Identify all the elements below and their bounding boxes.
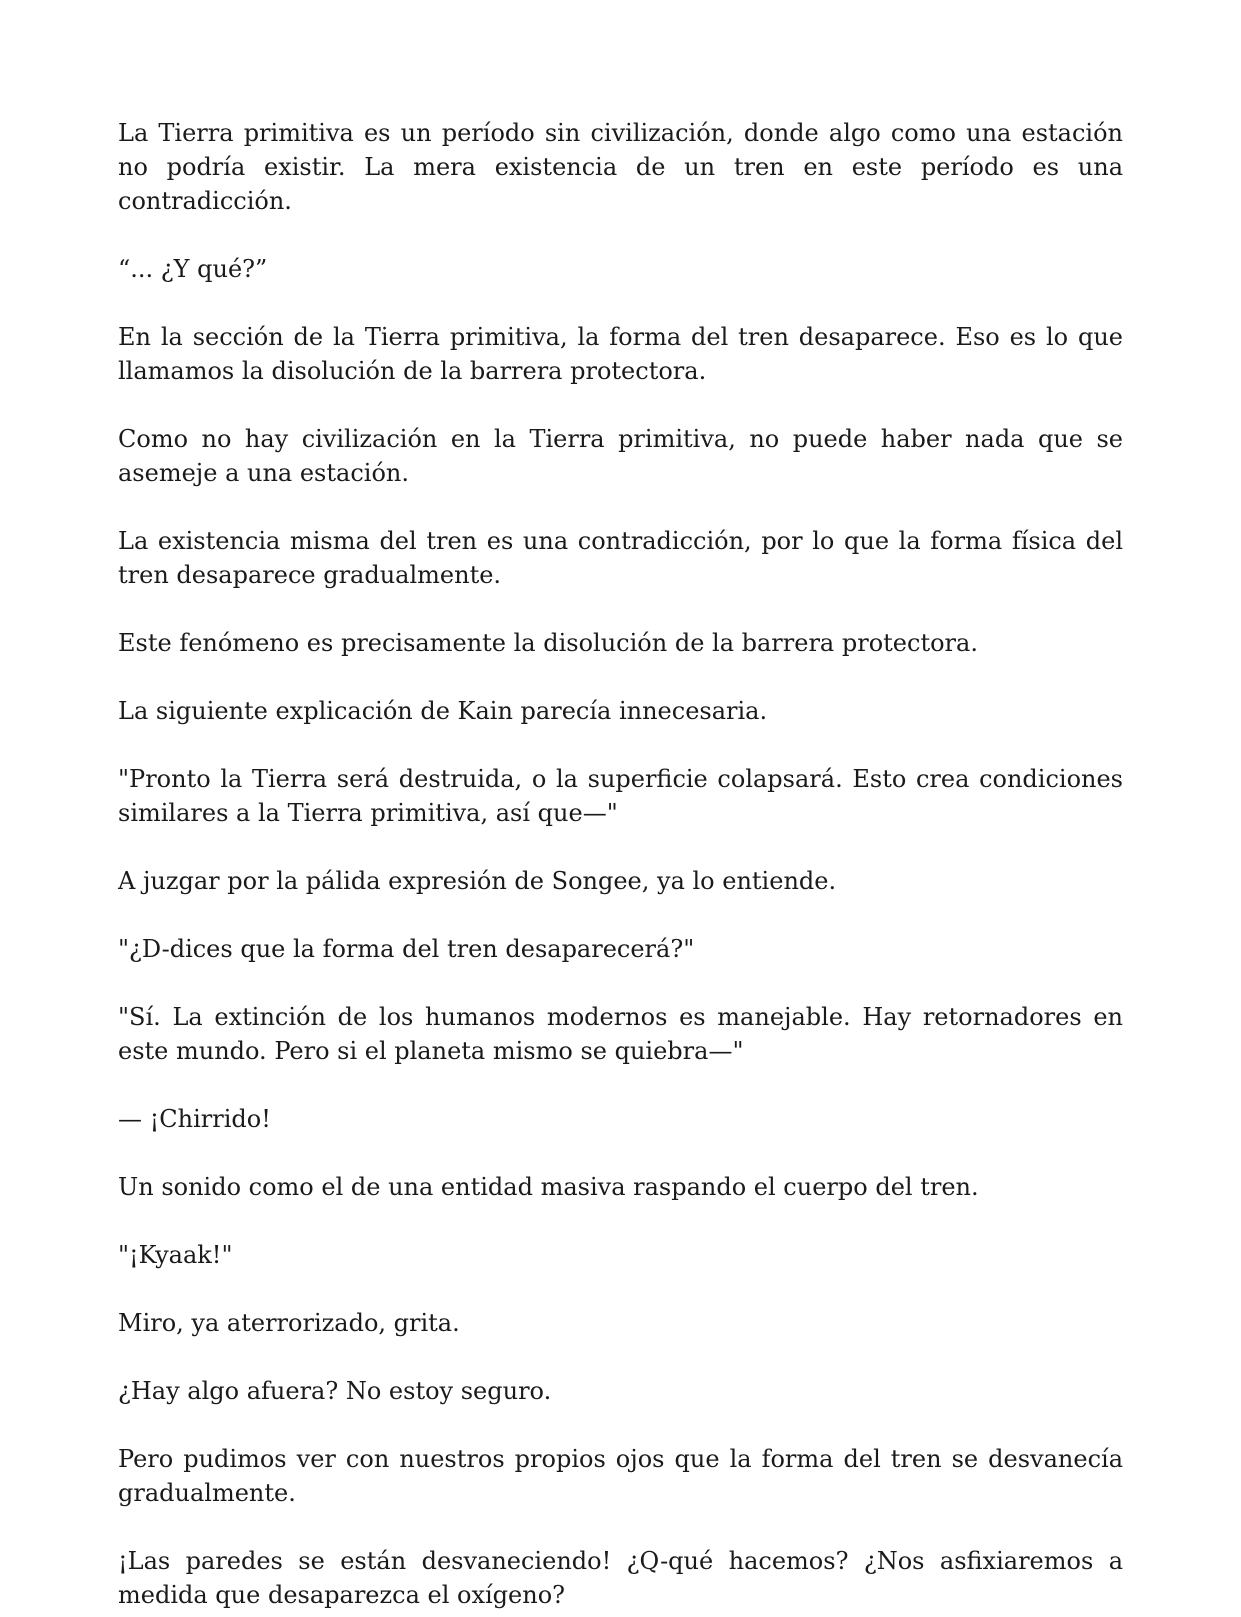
paragraph: En la sección de la Tierra primitiva, la forma del tren desaparece. Eso es lo que llamamos la disolución de la barrera protectora. xyxy=(118,323,1123,385)
paragraph: "¿D-dices que la forma del tren desaparecerá?" xyxy=(118,935,695,963)
paragraph: Como no hay civilización en la Tierra primitiva, no puede haber nada que se asemeje a una estación. xyxy=(118,425,1123,487)
paragraph: “... ¿Y qué?” xyxy=(118,255,268,283)
paragraph: "Sí. La extinción de los humanos modernos es manejable. Hay retornadores en este mundo. Pero si el planeta mismo se quiebra—" xyxy=(118,1003,1123,1065)
paragraph: A juzgar por la pálida expresión de Songee, ya lo entiende. xyxy=(118,867,837,895)
paragraph: "Pronto la Tierra será destruida, o la superficie colapsará. Esto crea condiciones similares a la Tierra primitiva, así que—" xyxy=(118,765,1123,827)
paragraph: Un sonido como el de una entidad masiva raspando el cuerpo del tren. xyxy=(118,1173,979,1201)
body-text xyxy=(118,116,1123,1617)
paragraph: "¡Kyaak!" xyxy=(118,1241,233,1269)
paragraph: ¿Hay algo afuera? No estoy seguro. xyxy=(118,1377,552,1405)
paragraph: Este fenómeno es precisamente la disolución de la barrera protectora. xyxy=(118,629,978,657)
paragraph: — ¡Chirrido! xyxy=(118,1105,271,1133)
paragraph: La Tierra primitiva es un período sin civilización, donde algo como una estación no podría existir. La mera existencia de un tren en este período es una contradicción. xyxy=(118,119,1123,215)
paragraph: Miro, ya aterrorizado, grita. xyxy=(118,1309,460,1337)
paragraph: La existencia misma del tren es una contradicción, por lo que la forma física del tren desaparece gradualmente. xyxy=(118,527,1123,589)
paragraph: ¡Las paredes se están desvaneciendo! ¿Q-qué hacemos? ¿Nos asfixiaremos a medida que desaparezca el oxígeno? xyxy=(118,1547,1123,1609)
paragraph: Pero pudimos ver con nuestros propios ojos que la forma del tren se desvanecía gradualmente. xyxy=(118,1445,1123,1507)
paragraph: La siguiente explicación de Kain parecía innecesaria. xyxy=(118,697,768,725)
